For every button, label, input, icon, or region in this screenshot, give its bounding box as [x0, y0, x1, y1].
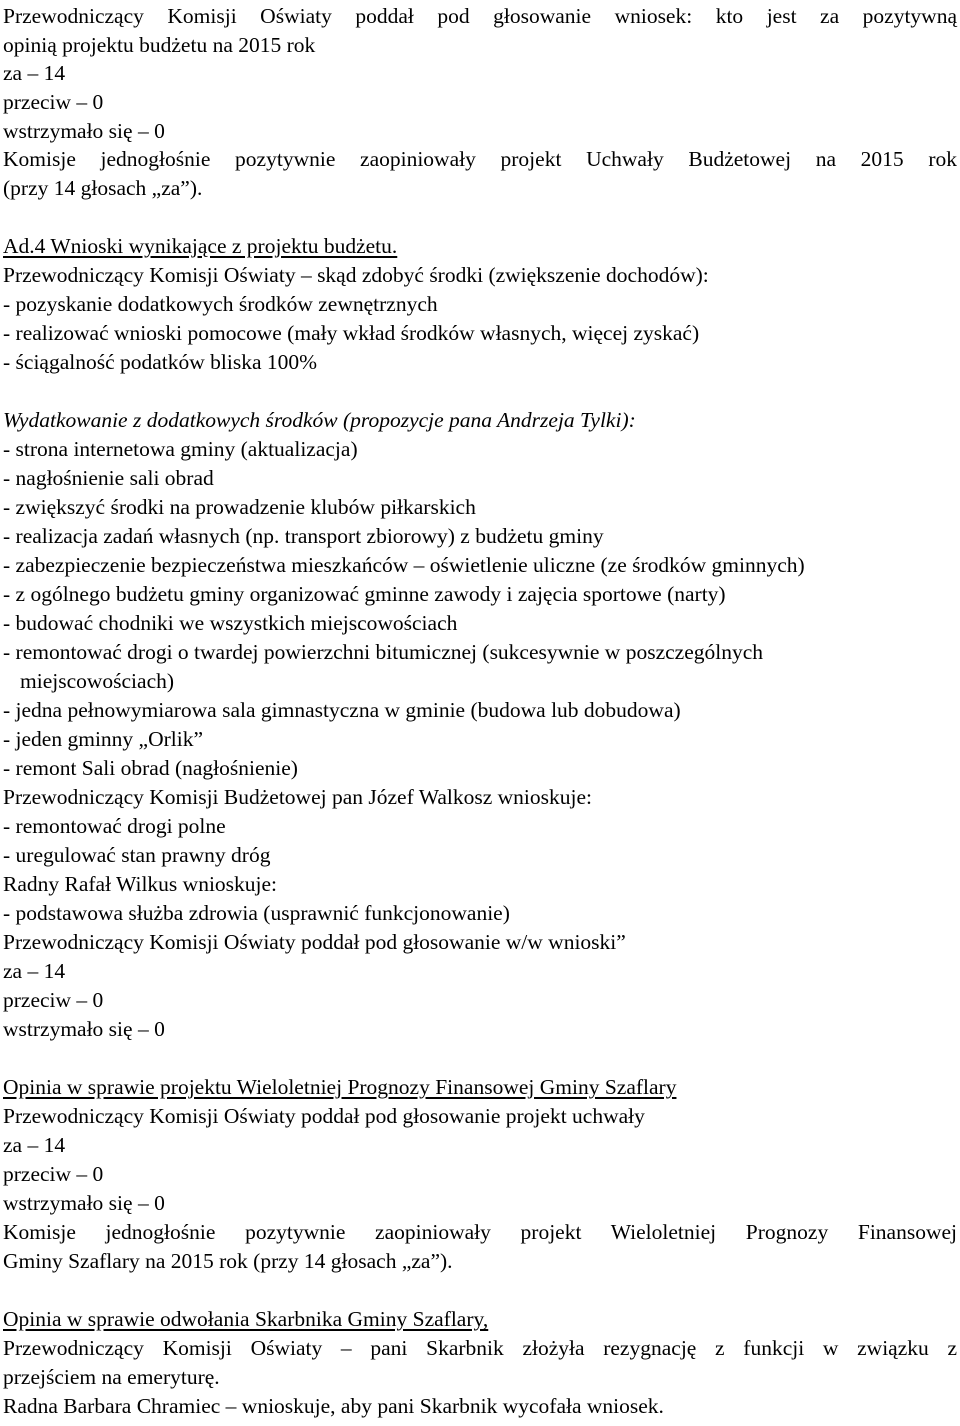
list-item: - strona internetowa gminy (aktualizacja): [3, 437, 358, 461]
list-item: - zabezpieczenie bezpieczeństwa mieszkańców – oświetlenie uliczne (ze środków gminnych): [3, 553, 805, 577]
section-heading: Ad.4 Wnioski wynikające z projektu budżetu.: [3, 234, 398, 258]
text-line: Przewodniczący Komisji Oświaty poddał pod głosowanie projekt uchwały: [3, 1104, 645, 1128]
vote-for: za – 14: [3, 1133, 66, 1157]
vote-abstain: wstrzymało się – 0: [3, 1191, 165, 1215]
section-heading: Opinia w sprawie odwołania Skarbnika Gminy Szaflary,: [3, 1307, 489, 1331]
text-line: Radny Rafał Wilkus wnioskuje:: [3, 872, 278, 896]
list-item: - jedna pełnowymiarowa sala gimnastyczna w gminie (budowa lub dobudowa): [3, 698, 681, 722]
subsection-heading: Wydatkowanie z dodatkowych środków (propozycje pana Andrzeja Tylki):: [3, 408, 636, 432]
vote-against: przeciw – 0: [3, 1162, 104, 1186]
list-item: - budować chodniki we wszystkich miejscowościach: [3, 611, 458, 635]
vote-against: przeciw – 0: [3, 90, 104, 114]
list-item: - podstawowa służba zdrowia (usprawnić funkcjonowanie): [3, 901, 510, 925]
text-line: przejściem na emeryturę.: [3, 1365, 220, 1389]
list-item: - nagłośnienie sali obrad: [3, 466, 214, 490]
vote-abstain: wstrzymało się – 0: [3, 1017, 165, 1041]
list-item: - z ogólnego budżetu gminy organizować gminne zawody i zajęcia sportowe (narty): [3, 582, 726, 606]
text-line: Przewodniczący Komisji Oświaty poddał pod głosowanie w/w wnioski”: [3, 930, 626, 954]
list-item: - realizacja zadań własnych (np. transport zbiorowy) z budżetu gminy: [3, 524, 604, 548]
text-line: Gminy Szaflary na 2015 rok (przy 14 głosach „za”).: [3, 1249, 453, 1273]
text-line: (przy 14 głosach „za”).: [3, 176, 203, 200]
text-line: Przewodniczący Komisji Oświaty – pani Skarbnik złożyła rezygnację z funkcji w związku z: [3, 1336, 957, 1360]
text-line: Przewodniczący Komisji Oświaty – skąd zdobyć środki (zwiększenie dochodów):: [3, 263, 709, 287]
list-item: - zwiększyć środki na prowadzenie klubów piłkarskich: [3, 495, 476, 519]
vote-for: za – 14: [3, 959, 66, 983]
list-item: - remontować drogi polne: [3, 814, 226, 838]
text-line: opinią projektu budżetu na 2015 rok: [3, 33, 316, 57]
list-item: - uregulować stan prawny dróg: [3, 843, 271, 867]
vote-for: za – 14: [3, 61, 66, 85]
section-heading: Opinia w sprawie projektu Wieloletniej Prognozy Finansowej Gminy Szaflary: [3, 1075, 677, 1099]
list-item: - pozyskanie dodatkowych środków zewnętrznych: [3, 292, 438, 316]
list-item: - ściągalność podatków bliska 100%: [3, 350, 318, 374]
list-item-continuation: miejscowościach): [20, 669, 175, 693]
vote-abstain: wstrzymało się – 0: [3, 119, 165, 143]
list-item: - realizować wnioski pomocowe (mały wkład środków własnych, więcej zyskać): [3, 321, 700, 345]
text-line: Komisje jednogłośnie pozytywnie zaopiniowały projekt Uchwały Budżetowej na 2015 rok: [3, 147, 957, 171]
text-line: Komisje jednogłośnie pozytywnie zaopiniowały projekt Wieloletniej Prognozy Finansowej: [3, 1220, 957, 1244]
list-item: - remontować drogi o twardej powierzchni bitumicznej (sukcesywnie w poszczególnych: [3, 640, 764, 664]
list-item: - remont Sali obrad (nagłośnienie): [3, 756, 298, 780]
vote-against: przeciw – 0: [3, 988, 104, 1012]
list-item: - jeden gminny „Orlik”: [3, 727, 204, 751]
text-line: Przewodniczący Komisji Budżetowej pan Józef Walkosz wnioskuje:: [3, 785, 592, 809]
text-line: Radna Barbara Chramiec – wnioskuje, aby pani Skarbnik wycofała wniosek.: [3, 1394, 664, 1418]
text-line: Przewodniczący Komisji Oświaty poddał pod głosowanie wniosek: kto jest za pozytywną: [3, 4, 957, 28]
